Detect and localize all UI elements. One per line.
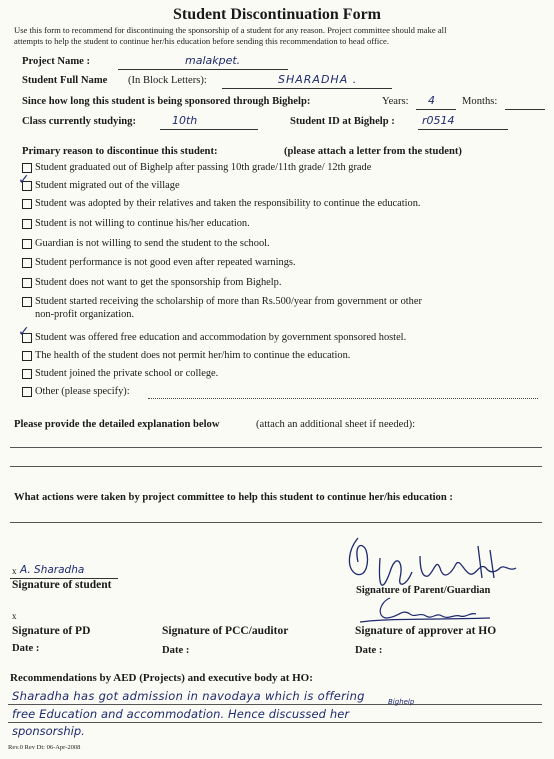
option-scholarship-cont: non-profit organization. <box>35 309 135 320</box>
option-private-school: Student joined the private school or college. <box>35 368 219 379</box>
project-name-value[interactable]: malakpet. <box>185 54 241 67</box>
checkbox-private-school[interactable] <box>22 369 32 379</box>
checkbox-no-sponsorship[interactable] <box>22 278 32 288</box>
parent-signature-label: Signature of Parent/Guardian <box>356 585 491 596</box>
intro-line-1: Use this form to recommend for discontinuing the sponsorship of a student for any reason. Project committee should make all <box>14 25 447 35</box>
explanation-heading: Please provide the detailed explanation below <box>14 419 220 430</box>
checkbox-other[interactable] <box>22 387 32 397</box>
recommendations-heading: Recommendations by AED (Projects) and executive body at HO: <box>10 672 313 684</box>
student-name-line <box>222 88 392 89</box>
student-id-value[interactable]: r0514 <box>422 114 455 127</box>
revision-footer: Rev.0 Rev Dt: 06-Apr-2008 <box>8 744 81 751</box>
option-graduated <box>35 162 371 173</box>
class-value[interactable]: 10th <box>172 114 198 127</box>
reason-heading: Primary reason to discontinue this student: <box>22 146 218 157</box>
actions-heading: What actions were taken by project committee to help this student to continue her/his education : <box>14 492 453 503</box>
student-id-label: Student ID at Bighelp : <box>290 116 395 127</box>
checkbox-performance[interactable] <box>22 258 32 268</box>
student-name-value[interactable]: SHARADHA . <box>278 73 358 86</box>
option-graduated-label: Student graduated out of Bighelp after passing 10th grade/11th grade/ 12th grade <box>35 162 372 173</box>
class-line <box>160 129 258 130</box>
checkbox-guardian[interactable] <box>22 239 32 249</box>
other-specify-line[interactable] <box>148 398 538 399</box>
actions-line-1[interactable] <box>10 522 542 523</box>
checkbox-scholarship[interactable] <box>22 297 32 307</box>
project-name-label: Project Name : <box>22 56 91 67</box>
option-migrated: Student migrated out of the village <box>35 180 180 191</box>
recommendation-text-3: sponsorship. <box>12 724 85 738</box>
option-no-sponsorship: Student does not want to get the sponsorship from Bighelp. <box>35 277 282 288</box>
recommendation-line-2 <box>8 722 542 723</box>
form-title: Student Discontinuation Form <box>172 6 382 23</box>
option-scholarship: Student started receiving the scholarship of more than Rs.500/year from government or other <box>35 296 422 307</box>
option-performance: Student performance is not good even after repeated warnings. <box>35 257 296 268</box>
sponsored-label: Since how long this student is being sponsored through Bighelp: <box>22 96 311 107</box>
checkbox-adopted[interactable] <box>22 199 32 209</box>
option-adopted: Student was adopted by their relatives and taken the responsibility to continue the education. <box>35 198 421 209</box>
pd-x-mark: x <box>12 611 17 621</box>
form-intro <box>14 25 544 47</box>
checkbox-health[interactable] <box>22 351 32 361</box>
option-hostel: Student was offered free education and accommodation by government sponsored hostel. <box>35 332 407 343</box>
explanation-line-2[interactable] <box>10 466 542 467</box>
approver-date-label: Date : <box>355 645 383 656</box>
student-signature-label: Signature of student <box>12 579 112 591</box>
option-not-willing: Student is not willing to continue his/her education. <box>35 218 250 229</box>
reason-heading-note: (please attach a letter from the student) <box>284 146 462 157</box>
explanation-note: (attach an additional sheet if needed): <box>256 419 416 430</box>
years-line <box>416 109 456 110</box>
months-line <box>505 109 545 110</box>
pd-signature-label: Signature of PD <box>12 625 91 637</box>
option-guardian: Guardian is not willing to send the student to the school. <box>35 238 270 249</box>
recommendation-text-2: free Education and accommodation. Hence discussed her <box>12 707 350 721</box>
check-mark-icon: ✓ <box>18 324 30 340</box>
student-x-mark: x <box>12 566 17 576</box>
student-signature-value[interactable]: A. Sharadha <box>20 564 85 576</box>
student-id-line <box>418 129 508 130</box>
approver-signature-label: Signature of approver at HO <box>355 625 497 637</box>
pcc-signature-label: Signature of PCC/auditor <box>162 625 289 637</box>
recommendation-line-1 <box>8 704 542 705</box>
student-name-label: Student Full Name <box>22 75 108 86</box>
intro-line-2: attempts to help the student to continue her/his education before sending this recommendation to head office. <box>14 36 389 46</box>
check-mark-icon: ✓ <box>18 172 30 188</box>
option-other: Other (please specify): <box>35 386 130 397</box>
years-label: Years: <box>382 96 409 107</box>
years-value[interactable]: 4 <box>428 94 435 107</box>
class-label: Class currently studying: <box>22 116 136 127</box>
project-name-line <box>118 69 288 70</box>
recommendation-insert: Bighelp <box>388 698 415 706</box>
months-label: Months: <box>462 96 498 107</box>
pcc-date-label: Date : <box>162 645 190 656</box>
checkbox-not-willing[interactable] <box>22 219 32 229</box>
explanation-line-1[interactable] <box>10 447 542 448</box>
option-health: The health of the student does not permit her/him to continue the education. <box>35 350 351 361</box>
student-name-hint: (In Block Letters): <box>128 75 207 86</box>
pd-date-label: Date : <box>12 643 40 654</box>
recommendation-text-1: Sharadha has got admission in navodaya which is offering <box>12 689 365 703</box>
